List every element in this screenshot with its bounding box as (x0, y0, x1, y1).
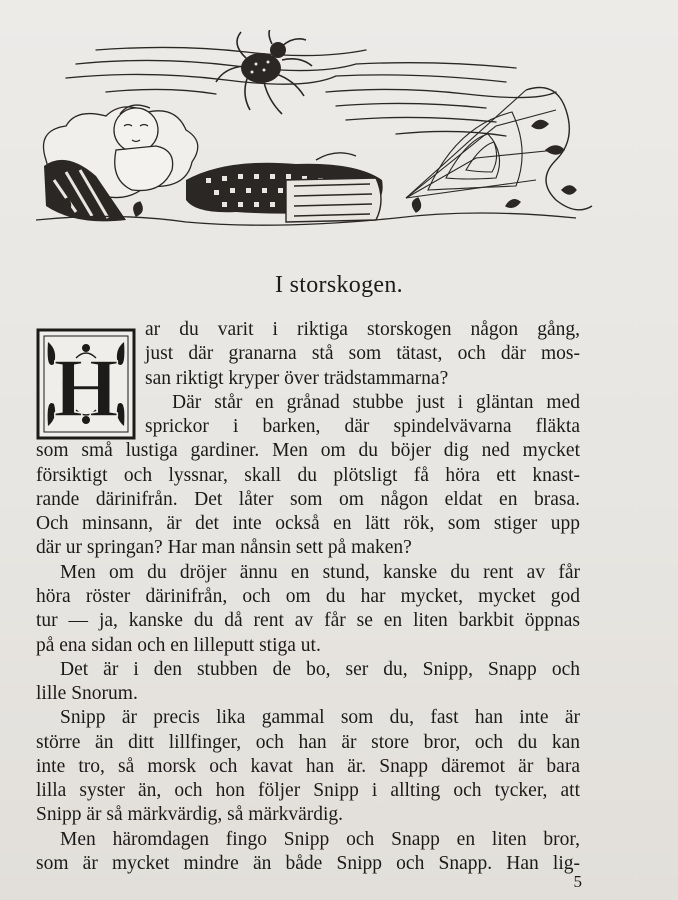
text-line: just där granarna stå som tätast, och där mos- (145, 343, 580, 364)
initial-letter: H (53, 342, 119, 435)
text-line: försiktigt och lyssnar, skall du plötsligt få höra ett knast- (36, 465, 580, 486)
text-line: Snipp är så märkvärdig, så märkvärdig. (36, 804, 344, 825)
text-line: Snipp är precis lika gammal som du, fast han inte är (60, 707, 580, 728)
text-line: som små lustiga gardiner. Men om du böjer dig ned mycket (36, 440, 580, 461)
text-line: lille Snorum. (36, 683, 138, 704)
page-number: 5 (573, 872, 582, 891)
text-line: lilla syster än, och hon följer Snipp i allting och tycker, att (36, 780, 580, 801)
text-line: Men om du dröjer ännu en stund, kanske du rent av får (60, 562, 580, 583)
text-line: höra röster därinifrån, och om du har mycket, mycket god (36, 586, 580, 607)
text-line: rande därinifrån. Det låter som om någon eldat en brasa. (36, 489, 580, 510)
text-line: Där står en grånad stubbe just i gläntan med (172, 392, 580, 413)
text-line: sprickor i barken, där spindelvävarna fläkta (145, 416, 580, 437)
text-line: Och minsann, är det inte också en lätt rök, som stiger upp (36, 513, 580, 534)
header-illustration (36, 30, 596, 230)
chapter-title: I storskogen. (275, 272, 403, 298)
decorated-initial (36, 328, 136, 440)
spider-icon (216, 30, 312, 114)
spider-web-icon (406, 90, 556, 198)
text-line: tur — ja, kanske du då rent av får se en liten barkbit öppnas (36, 610, 580, 631)
text-line: på ena sidan och en lilleputt stiga ut. (36, 635, 321, 656)
text-line: ar du varit i riktiga storskogen någon gång, (145, 319, 580, 340)
text-line: större än ditt lillfinger, och han är store bror, och du kan (36, 732, 580, 753)
text-line: Men häromdagen fingo Snipp och Snapp en liten bror, (60, 829, 580, 850)
text-line: san riktigt kryper över trädstammarna? (145, 368, 449, 389)
text-line: där ur springan? Har man nånsin sett på maken? (36, 537, 412, 558)
text-line: som är mycket mindre än både Snipp och Snapp. Han lig- (36, 853, 580, 874)
text-line: inte tro, så morsk och kavat han är. Snapp däremot är bara (36, 756, 580, 777)
text-line: Det är i den stubben de bo, ser du, Snipp, Snapp och (60, 659, 580, 680)
